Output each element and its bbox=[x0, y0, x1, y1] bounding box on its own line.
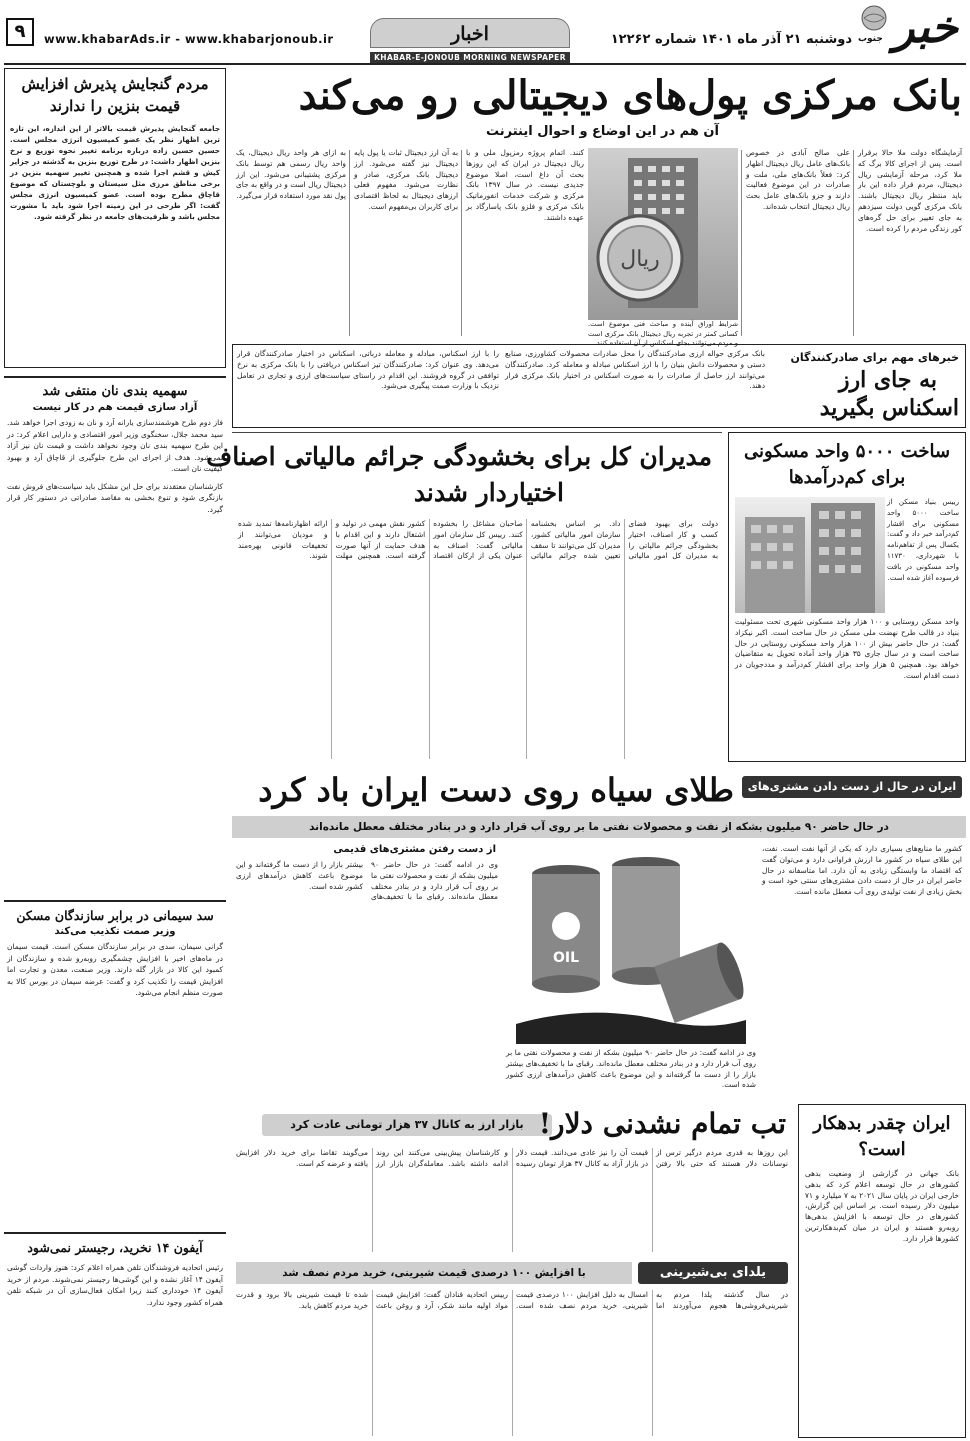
yalda-kicker: با افزایش ۱۰۰ درصدی قیمت شیرینی، خرید مردم نصف شد bbox=[282, 1267, 586, 1279]
tax-title-2: اختیاردار شدند bbox=[413, 478, 564, 507]
logo-subtext: جنوب bbox=[858, 34, 883, 44]
yalda-article bbox=[232, 1258, 792, 1438]
bread-article bbox=[4, 376, 226, 896]
housing-title-2: برای کم‌درآمدها bbox=[788, 467, 906, 488]
iphone-title: آیفون ۱۴ نخرید، رجیستر نمی‌شود bbox=[27, 1240, 203, 1255]
housing-article bbox=[728, 432, 966, 762]
oil-barrel-icon bbox=[506, 844, 756, 1044]
oil-subhead-1: از دست رفتن مشتری‌های قدیمی bbox=[333, 844, 496, 855]
tax-managers-article bbox=[206, 432, 722, 762]
yalda-kicker-box bbox=[236, 1262, 632, 1284]
cement-kicker: وزیر صمت تکذیب می‌کند bbox=[54, 926, 176, 937]
dollar-article bbox=[232, 1104, 792, 1254]
newspaper-logo bbox=[852, 2, 962, 54]
story-col-2: علی صالح آبادی در خصوص بانک‌های عامل ریال دیجیتال اظهار کرد: فعلاً بانک‌های ملی، ملت و صادرات در این موضوع فعالیت دارند و جزو بانک‌های عامل بحث ریال دیجیتال انتخاب شده‌اند. bbox=[746, 148, 850, 211]
building-icon bbox=[735, 497, 885, 613]
dollar-kicker: بازار ارز به کانال ۳۷ هزار تومانی عادت کرد bbox=[290, 1118, 524, 1131]
digital-currency-title: بانک مرکزی پول‌های دیجیتالی رو می‌کند bbox=[298, 72, 962, 119]
oil-deck-box bbox=[232, 816, 966, 838]
section-title: اخبار bbox=[451, 23, 489, 45]
photo-caption: شرایط اوراق آینده و مباحث فنی موضوع است. کسانی کمتر در تجربه ریال دیجیتال بانک مرکزی است و مردم می‌توانند بجای اسکناس از آن استفاده کنند. bbox=[588, 320, 738, 347]
dollar-title: تب تمام نشدنی دلار! bbox=[538, 1107, 786, 1140]
col-divider bbox=[349, 150, 350, 336]
oil-kicker: ایران در حال از دست دادن مشتری‌های سنتی bbox=[747, 780, 957, 815]
iphone-body: رئیس اتحادیه فروشندگان تلفن همراه اعلام کرد: هنوز واردات گوشی آیفون ۱۴ آغاز نشده و این گوشی‌ها رجیستر نمی‌شوند. مردم از خرید آیفون ۱۴ خودداری کنند زیرا امکان فعال‌سازی آن در شبکه تلفن همراه کشور وجود ندارد. bbox=[7, 1263, 224, 1307]
dollar-kicker-box bbox=[262, 1114, 552, 1136]
bread-title: سهمیه بندی نان منتفی شد bbox=[42, 384, 188, 399]
page-number: ۹ bbox=[6, 18, 34, 46]
col-divider bbox=[741, 150, 742, 336]
gasoline-article bbox=[4, 68, 226, 368]
cement-title: سد سیمانی در برابر سازندگان مسکن bbox=[16, 908, 214, 923]
housing-body-2: واحد مسکن روستایی و ۱۰۰ هزار واحد مسکونی شهری تحت مسئولیت بنیاد در قالب طرح نهضت ملی مسکن در حال ساخت است. اکبر نیکزاد گفت: در حال حاضر بیش از ۱۰۰ هزار واحد مسکونی روستایی در حال ساخت است و در سال جاری ۳۵ هزار واحد آماده تحویل به متقاضیان خواهد بود. همچنین ۵ هزار واحد برای اقشار کم‌درآمد و مددجویان در دست اقدام است. bbox=[735, 617, 959, 680]
col-divider bbox=[461, 150, 462, 336]
oil-title: طلای سیاه روی دست ایران باد کرد bbox=[258, 771, 734, 809]
gasoline-title: مردم گنجایش پذیرش افزایش قیمت بنزین را ندارند bbox=[21, 75, 209, 115]
story-col-1: آزمایشگاه دولت ملا حالا برقرار است. پس از اجرای کالا برگ که ملا کرد، مرحله آزمایشی ریال دیجیتال، مردم قرار داده این بار باید منتظر ریال دیجیتال باشند. بانک مرکزی گویی دولت سیزدهم به جای تغییر برای حل گره‌های کور زندگی مردم را کرده است. bbox=[858, 148, 962, 233]
housing-body-1: رییس بنیاد مسکن از ساخت ۵۰۰۰ واحد مسکونی برای اقشار کم‌درآمد خبر داد و گفت: یکسال پس از تفاهم‌نامه با شهرداری، ۱۱۷۳۰ واحد مسکونی در بافت فرسوده آغاز شده است. bbox=[887, 498, 959, 582]
oil-article bbox=[232, 768, 966, 1098]
digital-currency-article bbox=[232, 68, 966, 347]
iphone-article bbox=[4, 1232, 226, 1438]
issue-date: دوشنبه ۲۱ آذر ماه ۱۴۰۱ شماره ۱۲۲۶۲ bbox=[610, 32, 852, 47]
bread-body: فاز دوم طرح هوشمندسازی یارانه آرد و نان به زودی اجرا خواهد شد. سید محمد جلال، سخنگوی وزیر امور اقتصادی و دارایی اعلام کرد: در این طرح سهمیه بندی نان وجود نخواهد داشت و قیمت نان نیز آزاد نمی‌شود. هدف از اجرای این طرح جلوگیری از قاچاق آرد و بهبود کیفیت نان است. bbox=[7, 418, 223, 473]
debt-body: بانک جهانی در گزارشی از وضعیت بدهی کشورهای در حال توسعه اعلام کرد که بدهی خارجی ایران در پایان سال ۲۰۲۱ به ۷ میلیارد و ۷۱ میلیون دلار رسیده است. بر اساس این گزارش، کشورهای در حال توسعه با افزایش بدهی‌ها روبه‌رو هستند و ایران در میان کم‌بدهکارترین کشورها قرار دارد. bbox=[805, 1169, 959, 1243]
story-col-4: کنند. اتمام پروژه رمزپول ملی و با ریال دیجیتال در ایران که این روزها بحث آن داغ است، اصلا موضوع جدیدی نیست. در سال ۱۳۹۷ بانک مرکزی و شرکت خدمات انفورماتیک بانک مرکزی و فلزو بانک پاسارگاد بر عهده داشتند. bbox=[466, 148, 584, 222]
yalda-title: یلدای بی‌شیرینی bbox=[659, 1265, 767, 1280]
exporters-kicker: خبرهای مهم برای صادرکنندگان bbox=[790, 351, 959, 364]
debt-article bbox=[798, 1104, 966, 1438]
dollar-body: این روزها به قدری مردم درگیر ترس از نوسانات دلار هستند که حتی بالا رفتن قیمت آن را نیز عادی می‌دانند. قیمت دلار در بازار آزاد به کانال ۳۷ هزار تومان رسیده و کارشناسان پیش‌بینی می‌کنند این روند ادامه داشته باشد. معامله‌گران بازار ارز می‌گویند تقاضا برای خرید دلار افزایش یافته و عرضه کم است. bbox=[236, 1148, 788, 1168]
oil-barrels-photo bbox=[506, 844, 756, 1044]
oil-body-3: وی در ادامه گفت: در حال حاضر ۹۰ میلیون بشکه از نفت و محصولات نفتی ما بر روی آب قرار دارد و در بنادر مختلف معطل مانده‌اند. رقبای ما با تخفیف‌های بیشتر بازار را از دست ما گرفته‌اند و این موضوع باعث کاهش درآمدهای ارزی کشور شده است. bbox=[236, 860, 498, 902]
oil-deck: در حال حاضر ۹۰ میلیون بشکه از نفت و محصولات نفتی ما بر روی آب قرار دارد و در بنادر مختلف معطل مانده‌اند bbox=[309, 821, 889, 833]
debt-title-1: ایران چقدر بدهکار bbox=[813, 1113, 951, 1134]
tax-body: دولت برای بهبود فضای کسب و کار اصناف، اختیار بخشودگی جرائم مالیاتی را به مدیران کل امور مالیاتی داد. بر اساس بخشنامه سازمان امور مالیاتی کشور، مدیران کل می‌توانند تا سقف تعیین شده جرائم مالیاتی صاحبان مشاغل را بخشوده کنند. رییس کل سازمان امور مالیاتی گفت: اصناف به عنوان یکی از ارکان اقتصاد کشور نقش مهمی در تولید و اشتغال دارند و این اقدام با هدف حمایت از آنها صورت گرفته است. همچنین مهلت ارائه اظهارنامه‌ها تمدید شده و مودیان می‌توانند از تخفیفات قانونی بهره‌مند شوند. bbox=[238, 519, 718, 561]
section-tab bbox=[370, 18, 570, 48]
bread-body-more: کارشناسان معتقدند برای حل این مشکل باید سیاست‌های فروش نفت بازنگری شود و تنوع بخشی به مقاصد صادراتی در دستور کار قرار گیرد. bbox=[7, 481, 223, 514]
tax-title-1: مدیران کل برای بخشودگی جرائم مالیاتی اصناف bbox=[206, 442, 712, 471]
exporters-body-2: را با ارز اسکناس، مبادله و معامله درباتی، اسکناس در اختیار صادرکنندگان قرار می‌دهد. وی عنوان کرد: صادرکنندگان تیز اسکناس دریافتی را با بانک مرکزی به نرخ توافقی در گروه فروشند. این اقدام در راستای سیاست‌های ارزی و تجاری در تعامل نزدیک با وزارت صمت پیگیری می‌شود. bbox=[237, 349, 499, 391]
apartment-photo bbox=[735, 497, 885, 613]
story-col-6: به ازای هر واحد ریال دیجیتال، یک واحد ریال رسمی هم توسط بانک مرکزی پشتیبانی می‌شود. این ارز دیجیتال ریال است و در واقع به جای پول نقد مورد استفاده قرار می‌گیرد. bbox=[236, 148, 346, 201]
exporters-title-1: به جای ارز bbox=[838, 367, 937, 393]
yalda-title-box bbox=[638, 1262, 788, 1284]
bank-building-photo bbox=[588, 148, 738, 320]
oil-kicker-box bbox=[742, 776, 962, 815]
banner-text: KHABAR-E-JONOUB MORNING NEWSPAPER bbox=[374, 53, 566, 62]
masthead-rule bbox=[4, 63, 966, 65]
central-bank-icon bbox=[588, 148, 738, 320]
exporters-body-1: بانک مرکزی حواله ارزی صادرکنندگان را محل صادرات محصولات کشاورزی، صنایع دستی و محصولات دانش بنیان را با ارز اسکناس مبادله و معامله کرد. صادرکنندگان می‌توانند ارز حاصل از صادرات را به صورت اسکناس در اختیار بانک مرکزی قرار دهند. bbox=[505, 349, 765, 391]
story-col-5: به آن ارز دیجیتال ثبات یا پول پایه دیجیتال نیز گفته می‌شود. ارز دیجیتال بانک مرکزی، صادر و نظارت می‌شود. مفهوم فعلی ارزهای دیجیتال به لحاظ اقتصادی برای کاربران بی‌مفهوم است. bbox=[354, 148, 458, 211]
masthead bbox=[0, 0, 970, 64]
cement-article bbox=[4, 900, 226, 1230]
site-urls[interactable]: www.khabarAds.ir - www.khabarjonoub.ir bbox=[44, 32, 334, 46]
svg-text:ریال: ریال bbox=[620, 247, 660, 272]
oil-body-1: کشور ما منابع‌های بسیاری دارد که یکی از آنها نفت است. نفت، این طلای سیاه در کشور ما ارزش فراوانی دارد و می‌توان گفت که اقتصاد ما وابستگی زیادی به آن دارد. اما متاسفانه در حال حاضر ایران در حال از دست دادن مشتری‌های سنتی خود است و بخش زیادی از نفت تولیدی روی آب معطل مانده است. bbox=[762, 844, 962, 897]
yalda-body: در سال گذشته یلدا مردم به شیرینی‌فروشی‌ها هجوم می‌آوردند اما امسال به دلیل افزایش ۱۰۰ درصدی قیمت شیرینی، خرید مردم نصف شده است. رییس اتحادیه قنادان گفت: افزایش قیمت مواد اولیه مانند شکر، آرد و روغن باعث شده تا قیمت شیرینی بالا برود و قدرت خرید مردم کاهش یابد. bbox=[236, 1290, 788, 1310]
exporters-article bbox=[232, 344, 966, 428]
housing-title-1: ساخت ۵۰۰۰ واحد مسکونی bbox=[743, 441, 951, 462]
exporters-title-2: اسکناس بگیرید bbox=[819, 395, 959, 421]
logo-text: خبر bbox=[893, 2, 958, 53]
gasoline-body: جامعه گنجایش پذیرش قیمت بالاتر از این اندازه، این تازه ترین اظهار نظر یک عضو کمیسیون انرژی مجلس است. حسین حسین زاده درباره برنامه تغییر نحوه توزیع و نرخ بنزین اظهار داشت: در طرح توزیع بنزین به گذشته در جزایر کیش و قشم اجرا شده و همچنین تغییر سهمیه بنزین در برخی مناطق مرزی مثل سیستان و بلوچستان که موضوع قاچاق مطرح بوده است. عضو کمیسیون انرژی مجلس گفت: اگر طرحی در این زمینه اجرا شود باید با مشورت مجلس باشد و ظرفیت‌های جامعه در نظر گرفته شود. bbox=[10, 124, 220, 221]
bread-kicker: آزاد سازی قیمت هم در کار نیست bbox=[32, 402, 198, 413]
debt-title-2: است؟ bbox=[858, 1139, 906, 1160]
banner-strip bbox=[370, 52, 570, 63]
oil-body-2: وی در ادامه گفت: در حال حاضر ۹۰ میلیون بشکه از نفت و محصولات نفتی ما بر روی آب قرار دارد و در بنادر مختلف معطل مانده‌اند. رقبای ما با تخفیف‌های بیشتر بازار را از دست ما گرفته‌اند و این موضوع باعث کاهش درآمدهای ارزی کشور شده است. bbox=[506, 1048, 756, 1090]
svg-text:OIL: OIL bbox=[552, 950, 580, 966]
cement-body: گرانی سیمان، سدی در برابر سازندگان مسکن است. قیمت سیمان در ماه‌های اخیر با افزایش چشمگیری روبه‌رو شده و سازندگان از کمبود این کالا در بازار گله دارند. وزیر صنعت، معدن و تجارت اما افزایش قیمت را تکذیب کرد و گفت: عرضه سیمان در بورس کالا به صورت منظم انجام می‌شود. bbox=[7, 942, 223, 997]
digital-currency-subtitle: آن هم در این اوضاع و احوال اینترنت bbox=[486, 124, 719, 139]
col-divider bbox=[853, 150, 854, 336]
